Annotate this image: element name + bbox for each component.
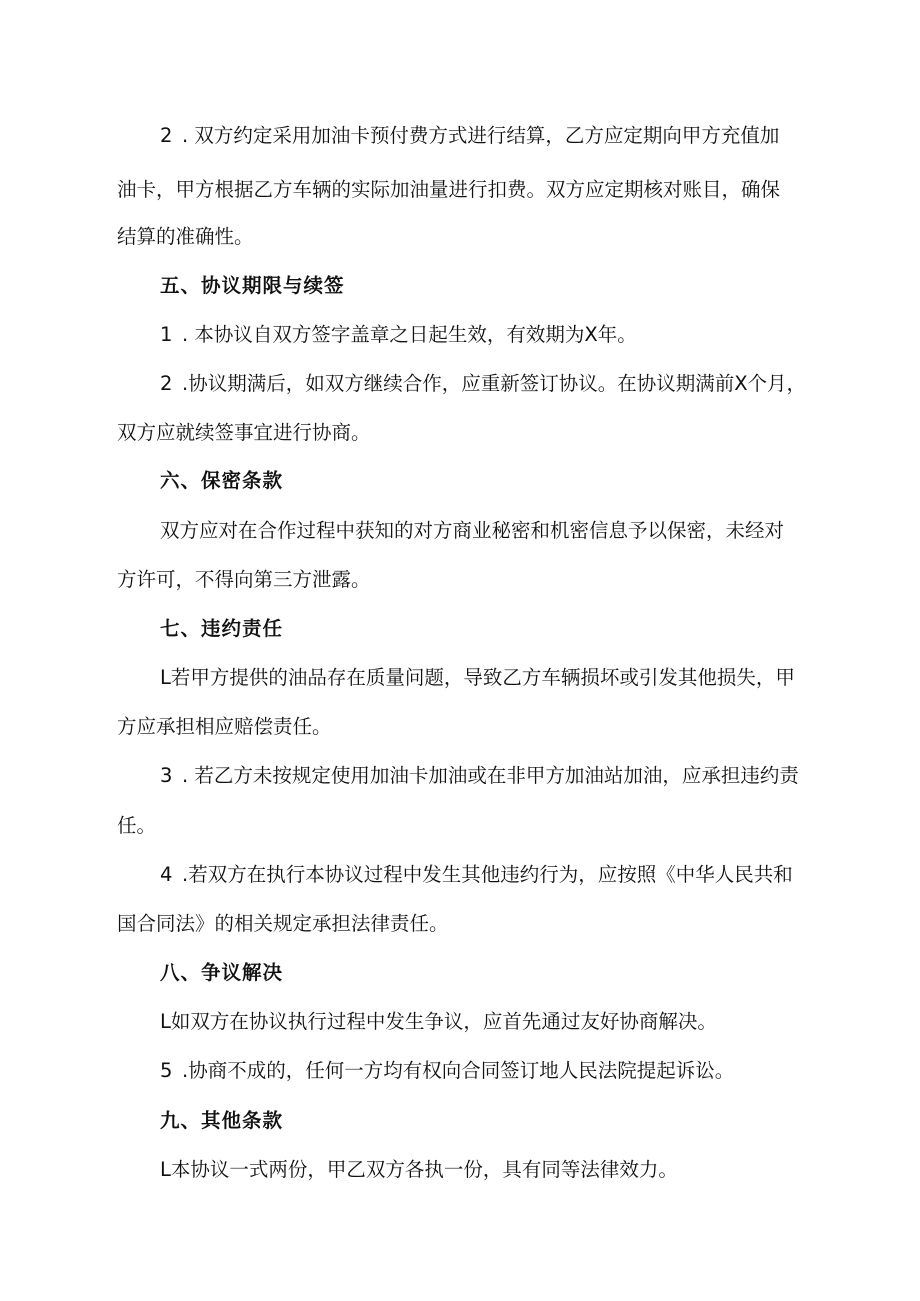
s7-item4-text: .若双方在执行本协议过程中发生其他违约行为，应按照《中华人民共和 [182, 863, 793, 886]
s5-item2-line2: 双方应就续签事宜进行协商。 [117, 421, 371, 444]
s5-item2-text: .协议期满后，如双方继续合作，应重新签订协议。在协议期满前X个月， [182, 372, 807, 395]
s7-item4-line2: 国合同法》的相关规定承担法律责任。 [117, 912, 449, 935]
s8-item1-line1: L如双方在协议执行过程中发生争议，应首先通过友好协商解决。 [160, 1010, 717, 1033]
s6-paragraph-line2: 方许可，不得向第三方泄露。 [117, 568, 371, 591]
s4-item2-line3: 结算的准确性。 [117, 225, 254, 248]
s4-item2-text: . 双方约定采用加油卡预付费方式进行结算，乙方应定期向甲方充值加 [182, 124, 780, 147]
s7-item1-line1: L若甲方提供的油品存在质量问题，导致乙方车辆损坏或引发其他损失，甲 [160, 666, 795, 689]
s7-item4-line1 [160, 862, 793, 888]
s7-item1-line2: 方应承担相应赔偿责任。 [117, 715, 332, 738]
s7-item3-line2: 任。 [117, 814, 157, 837]
s8-item5-number: 5 [160, 1059, 173, 1082]
section-heading-5: 五、协议期限与续签 [160, 274, 345, 297]
s8-item5-line1 [160, 1058, 734, 1084]
s4-item2-line2: 油卡，甲方根据乙方车辆的实际加油量进行扣费。双方应定期核对账目，确保 [117, 178, 781, 201]
s9-item1-line1: L本协议一式两份，甲乙双方各执一份，具有同等法律效力。 [160, 1158, 678, 1181]
s5-item1-number: 1 [160, 323, 173, 346]
s5-item2-line1 [160, 371, 806, 397]
s5-item2-number: 2 [160, 372, 173, 395]
section-heading-7: 七、违约责任 [160, 617, 284, 640]
s6-paragraph-line1: 双方应对在合作过程中获知的对方商业秘密和机密信息予以保密，未经对 [160, 519, 785, 542]
s4-item2-number: 2 [160, 124, 173, 147]
s4-item2-line1 [160, 123, 779, 149]
s7-item3-text: . 若乙方未按规定使用加油卡加油或在非甲方加油站加油，应承担违约责 [182, 764, 799, 787]
s5-item1-line1 [160, 322, 637, 348]
section-heading-8: 八、争议解决 [160, 961, 284, 984]
section-heading-9: 九、其他条款 [160, 1109, 284, 1132]
s8-item5-text: .协商不成的，任何一方均有权向合同签订地人民法院提起诉讼。 [182, 1059, 735, 1082]
s5-item1-text: . 本协议自双方签字盖章之日起生效，有效期为X年。 [182, 323, 637, 346]
s7-item3-number: 3 [160, 764, 173, 787]
s7-item4-number: 4 [160, 863, 173, 886]
section-heading-6: 六、保密条款 [160, 469, 284, 492]
s7-item3-line1 [160, 763, 799, 789]
